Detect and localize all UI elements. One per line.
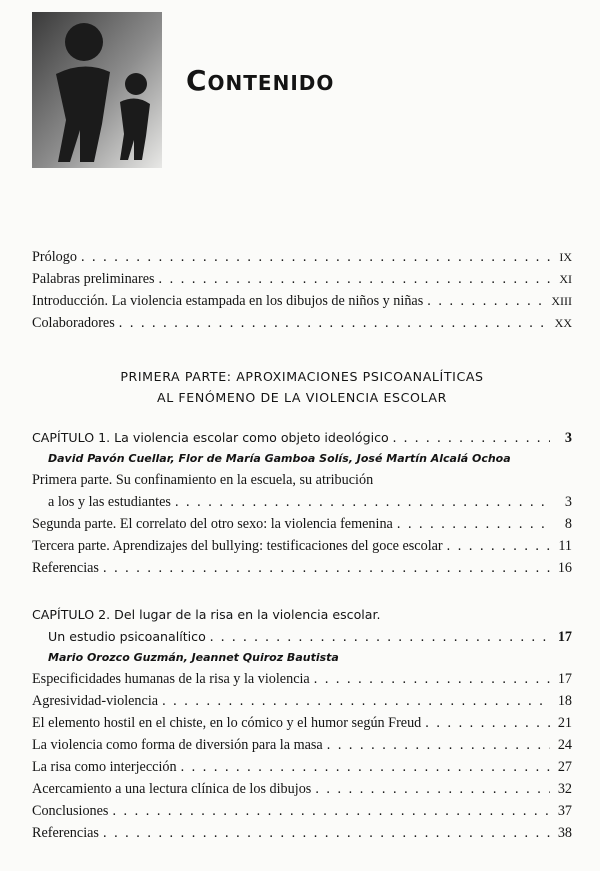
toc-entry-page: 18 bbox=[557, 693, 572, 709]
toc-entry[interactable] bbox=[32, 246, 572, 268]
toc-entry[interactable] bbox=[32, 756, 572, 778]
toc-entry-title: Especificidades humanas de la risa y la violencia bbox=[32, 671, 310, 687]
toc-entry-title: Introducción. La violencia estampada en los dibujos de niños y niñas bbox=[32, 293, 424, 309]
toc-entry-title: La risa como interjección bbox=[32, 759, 177, 775]
toc-entry-page: 37 bbox=[557, 803, 572, 819]
toc-entry-page: 8 bbox=[564, 516, 572, 532]
toc-entry-page: 32 bbox=[557, 781, 572, 797]
toc-entry[interactable] bbox=[32, 312, 572, 334]
toc-entry-page: 17 bbox=[557, 671, 572, 687]
toc-entry-page: 24 bbox=[557, 737, 572, 753]
page-title: Contenido bbox=[186, 64, 335, 97]
toc-entry[interactable] bbox=[32, 668, 572, 690]
toc-entry-page: 16 bbox=[557, 560, 572, 576]
toc-entry-page: 21 bbox=[557, 715, 572, 731]
toc-entry-title: Colaboradores bbox=[32, 315, 115, 331]
toc-entry-title: Referencias bbox=[32, 825, 99, 841]
toc-entry[interactable] bbox=[32, 690, 572, 712]
toc-entry[interactable] bbox=[32, 491, 572, 513]
chapter-entry[interactable] bbox=[32, 626, 572, 648]
toc-entry-page: 38 bbox=[557, 825, 572, 841]
chapter-title: Un estudio psicoanalítico bbox=[48, 629, 206, 644]
toc-entry-title: Conclusiones bbox=[32, 803, 109, 819]
toc-entry-title: Referencias bbox=[32, 560, 99, 576]
children-figures-illustration bbox=[32, 12, 162, 168]
part-heading-line: AL FENÓMENO DE LA VIOLENCIA ESCOLAR bbox=[156, 390, 447, 405]
chapter-2-block bbox=[32, 604, 572, 844]
toc-entry[interactable] bbox=[32, 290, 572, 312]
toc-entry-title: El elemento hostil en el chiste, en lo cómico y el humor según Freud bbox=[32, 715, 422, 731]
chapter-title: CAPÍTULO 1. La violencia escolar como objeto ideológico bbox=[32, 430, 389, 445]
toc-entry[interactable] bbox=[32, 513, 572, 535]
chapter-authors: David Pavón Cuellar, Flor de María Gamboa Solís, José Martín Alcalá Ochoa bbox=[48, 452, 511, 465]
toc-entry-page: XI bbox=[559, 272, 572, 286]
part-heading bbox=[32, 366, 572, 408]
chapter-authors: Mario Orozco Guzmán, Jeannet Quiroz Bautista bbox=[48, 651, 339, 664]
toc-entry[interactable] bbox=[32, 268, 572, 290]
toc-entry[interactable] bbox=[32, 734, 572, 756]
toc-entry-title: Acercamiento a una lectura clínica de los dibujos bbox=[32, 781, 312, 797]
toc-entry-page: 3 bbox=[564, 494, 572, 510]
toc-entry[interactable] bbox=[32, 800, 572, 822]
toc-entry-title: Agresividad-violencia bbox=[32, 693, 159, 709]
toc-entry-title: Tercera parte. Aprendizajes del bullying: testificaciones del goce escolar bbox=[32, 538, 443, 554]
toc-entry[interactable] bbox=[32, 557, 572, 579]
toc-entry-title: La violencia como forma de diversión para la masa bbox=[32, 737, 323, 753]
toc-entry[interactable] bbox=[32, 822, 572, 844]
toc-entry-page: 11 bbox=[558, 538, 572, 554]
section-title-line: Primera parte. Su confinamiento en la escuela, su atribución bbox=[32, 472, 374, 488]
toc-entry-title: Palabras preliminares bbox=[32, 271, 155, 287]
chapter-entry[interactable] bbox=[32, 427, 572, 449]
chapter-title-line: CAPÍTULO 2. Del lugar de la risa en la violencia escolar. bbox=[32, 607, 381, 622]
toc-entry-title: a los y las estudiantes bbox=[48, 494, 171, 510]
part-heading-line: PRIMERA PARTE: APROXIMACIONES PSICOANALÍTICAS bbox=[120, 369, 484, 384]
toc-entry-title: Prólogo bbox=[32, 249, 77, 265]
chapter-1-block bbox=[32, 427, 572, 579]
toc-entry-page: IX bbox=[559, 250, 572, 264]
toc-entry-page: XIII bbox=[551, 294, 572, 308]
chapter-page: 3 bbox=[564, 430, 572, 446]
toc-entry-page: XX bbox=[554, 316, 572, 330]
front-matter-list bbox=[32, 246, 572, 334]
toc-entry-page: 27 bbox=[557, 759, 572, 775]
toc-entry[interactable] bbox=[32, 535, 572, 557]
toc-entry[interactable] bbox=[32, 712, 572, 734]
toc-entry-title: Segunda parte. El correlato del otro sexo: la violencia femenina bbox=[32, 516, 393, 532]
chapter-page: 17 bbox=[557, 629, 572, 645]
toc-entry[interactable] bbox=[32, 778, 572, 800]
